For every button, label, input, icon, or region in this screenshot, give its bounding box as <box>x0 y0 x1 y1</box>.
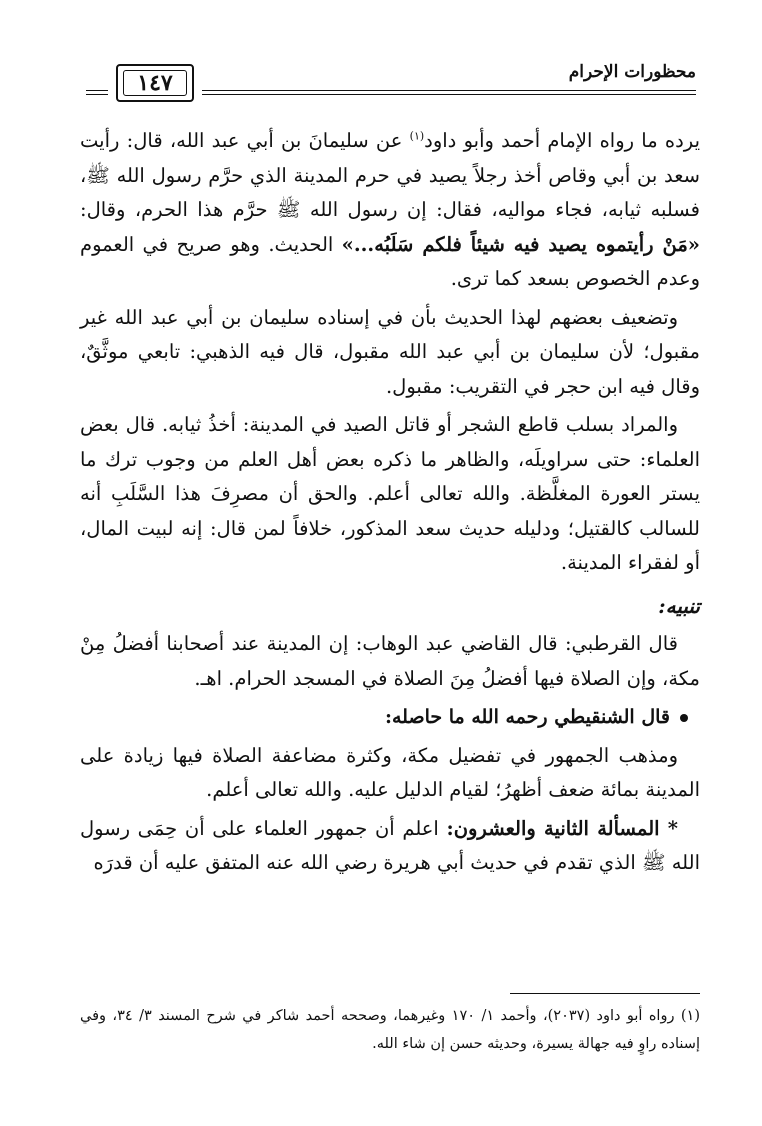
header-rule-left <box>86 90 108 95</box>
p1-part-c: الحديث. وهو صريح في العموم وعدم الخصوص بسعد كما ترى. <box>80 232 700 290</box>
paragraph-3: والمراد بسلب قاطع الشجر أو قاتل الصيد في المدينة: أخذُ ثيابه. قال بعض العلماء: حتى سراويلَه، والظاهر ما ذكره بعض أهل العلم من وجوب ترك ما يستر العورة المغلَّظة. والله تعالى أعلم. والحق أن مصرِفَ هذا السَّلَبِ أنه للسالب كالقتيل؛ ودليله حديث سعد المذكور، خلافاً لمن قال: إنه لبيت المال، أو لفقراء المدينة. <box>80 413 700 574</box>
bullet-heading <box>80 700 700 735</box>
paragraph-6 <box>80 812 700 881</box>
p1-part-b: عن سليمانَ بن أبي عبد الله، قال: رأيت سعد بن أبي وقاص أخذ رجلاً يصيد في حرم المدينة الذي حرَّم رسول الله ﷺ، فسلبه ثيابه، فجاء مواليه، فقال: إن رسول الله ﷺ حرَّم هذا الحرم، وقال: <box>80 129 700 221</box>
header-rule <box>202 90 696 95</box>
footnote-ref-1: (١) <box>409 129 425 143</box>
main-text <box>80 124 700 885</box>
page-number-frame <box>116 64 194 102</box>
p6-text: اعلم أن جمهور العلماء على أن حِمَى رسول الله ﷺ الذي تقدم في حديث أبي هريرة رضي الله عنه المتفق عليه أن قدرَه <box>80 816 700 874</box>
running-title: محظورات الإحرام <box>568 62 696 82</box>
p1-part-a: يرده ما رواه الإمام أحمد وأبو داود <box>424 129 700 152</box>
footnote-1: (١) رواه أبو داود (٢٠٣٧)، وأحمد ١/ ١٧٠ وغيرهما، وصححه أحمد شاكر في شرح المسند ٣/ ٣٤، وفي إسناده راوٍ فيه جهالة يسيرة، وحديثه حسن إن شاء الله. <box>80 1008 700 1052</box>
paragraph-5: ومذهب الجمهور في تفضيل مكة، وكثرة مضاعفة الصلاة فيها زيادة على المدينة بمائة ضعف أظهرُ؛ لقيام الدليل عليه. والله تعالى أعلم. <box>80 743 700 801</box>
paragraph-4: قال القرطبي: قال القاضي عبد الوهاب: إن المدينة عند أصحابنا أفضلُ مِنْ مكة، وإن الصلاة فيها أفضلُ مِنَ الصلاة في المسجد الحرام. اهـ. <box>80 632 700 690</box>
footnote-separator <box>510 993 700 994</box>
hadith-quote: «مَنْ رأيتموه يصيد فيه شيئاً فلكم سَلَبُه...» <box>341 232 700 256</box>
paragraph-2: وتضعيف بعضهم لهذا الحديث بأن في إسناده سليمان بن أبي عبد الله غير مقبول؛ لأن سليمان بن أبي عبد الله مقبول، قال فيه الذهبي: تابعي موثَّقٌ، وقال فيه ابن حجر في التقريب: مقبول. <box>80 305 700 398</box>
page-header <box>96 56 696 106</box>
notice-heading: تنبيه: <box>658 593 700 618</box>
bullet-text: قال الشنقيطي رحمه الله ما حاصله: <box>384 706 670 728</box>
paragraph-1 <box>80 124 700 297</box>
bullet-icon <box>680 714 688 722</box>
section-title: * المسألة الثانية والعشرون: <box>446 816 679 840</box>
page-number: ١٤٧ <box>123 70 187 96</box>
footnotes <box>80 1002 700 1058</box>
